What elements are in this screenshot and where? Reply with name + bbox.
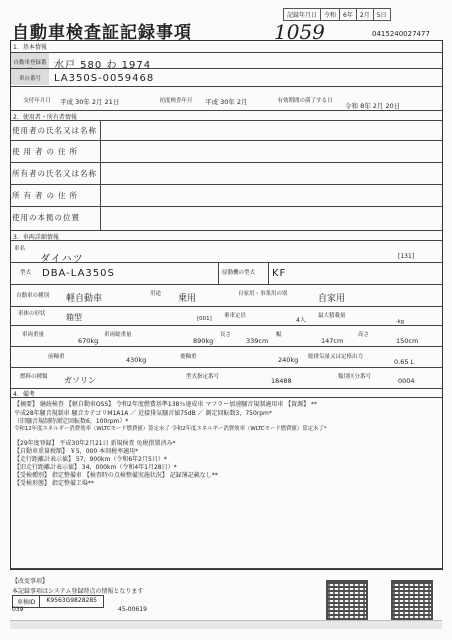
- length-value: 339cm: [246, 337, 269, 345]
- width-value: 147cm: [321, 337, 344, 345]
- stamp-era: 令和: [321, 9, 340, 20]
- maker-value: ダイハツ: [40, 254, 84, 265]
- maker-code: [131]: [398, 253, 415, 260]
- model-label: 型式: [20, 270, 32, 276]
- class-value: 自家用: [318, 294, 346, 304]
- gross-value: 890kg: [193, 337, 214, 345]
- vehicle-id-box: [12, 595, 104, 608]
- maxload-label: 最大積載量: [318, 313, 346, 319]
- remark-line: 【受検種別】 指定整備車 【検査時の点検整備実施状況】 記録簿記載なし**: [14, 472, 218, 479]
- issue-date-label: 交付年月日: [23, 98, 51, 104]
- length-label: 長さ: [220, 332, 232, 338]
- fuel-value: ガソリン: [64, 376, 96, 385]
- type-no-value: 18488: [271, 377, 292, 385]
- remark-line: 【摘要】 継続検査 【軽自動車OSS】 令和2年度燃費基準138％達成車 マフラー加速騒音規制適用車 【資源】 **: [14, 401, 318, 408]
- category-label: 類別区分番号: [338, 374, 372, 380]
- body-value: 箱型: [66, 313, 82, 322]
- first-reg-value: 平成 30年 2月: [205, 98, 248, 106]
- remark-line: 令和12年度エネルギー消費効率（WLTCモード燃費値）算定未了 令和2年度エネルギー消費効率（WLTCモード燃費値）算定未了*: [14, 426, 327, 432]
- reg-no-label: 自動車登録番: [13, 60, 47, 66]
- expiry-value: 令和 8年 2月 20日: [345, 102, 401, 110]
- section4-heading: 4．備考: [13, 391, 35, 398]
- scan-edge: [10, 620, 442, 629]
- weight-label: 車両重量: [22, 332, 45, 338]
- capacity-label: 乗車定員: [224, 313, 247, 319]
- engine-value: KF: [272, 268, 287, 279]
- remark-line: 【受検形態】 指定整備工場**: [14, 480, 94, 487]
- chassis-value: LA350S-0059468: [54, 73, 155, 84]
- stamp-year: 6年: [340, 9, 357, 20]
- body-code: [001]: [197, 316, 212, 322]
- remark-line: 【旧走行距離計表示値】 34，000km（令和4年1月28日）*: [14, 464, 177, 471]
- use-value: 乗用: [178, 294, 197, 304]
- qr-code-right-icon: [391, 580, 433, 622]
- change-label: 【改変事項】: [12, 578, 49, 585]
- stamp-day: 5日: [376, 12, 387, 19]
- qr-code-left-icon: [326, 580, 368, 622]
- capacity-value: 4人: [296, 317, 306, 324]
- divider: [10, 52, 442, 53]
- class-label: 自家用・事業用の別: [238, 291, 288, 297]
- gross-label: 車両総重量: [104, 332, 132, 338]
- use-label: 用途: [150, 291, 162, 297]
- chassis-label: 車台番号: [18, 76, 41, 82]
- engine-label: 原動機の型式: [222, 270, 256, 276]
- width-label: 幅: [276, 332, 282, 338]
- section3-heading: 3．車両詳細情報: [13, 234, 59, 241]
- owner-name-label: 所有者の氏名又は名称: [12, 169, 97, 178]
- model-value: DBA-LA350S: [42, 268, 115, 279]
- user-name-label: 使用者の氏名又は名称: [12, 126, 97, 135]
- height-label: 高さ: [358, 332, 370, 338]
- document-title: 自動車検査証記録事項: [12, 23, 192, 43]
- rear-axle-label: 後軸重: [180, 354, 197, 360]
- document-number: 0415240027477: [372, 30, 430, 38]
- base-location-label: 使用の本拠の位置: [12, 213, 80, 222]
- category-value: 0004: [398, 377, 415, 385]
- remark-line: 平成28年騒音規制車 騒音カテゴリM1A1A ／ 近接排気騒音値75dB ／ 測定回転数3，750rpm*: [14, 410, 272, 417]
- expiry-label: 有効期間の満了する日: [277, 98, 333, 104]
- remark-line: 【自動車重量税額】 ￥5，000 本則税率適用*: [14, 448, 139, 455]
- rear-axle-value: 240kg: [278, 356, 299, 364]
- maxload-value: -kg: [396, 319, 404, 325]
- maker-label: 車名: [14, 246, 26, 252]
- type-no-label: 型式指定番号: [186, 374, 220, 380]
- remark-line: 【走行距離計表示値】 57，900km（令和6年2月5日）*: [14, 456, 167, 463]
- user-address-label: 使用者の住所: [12, 147, 81, 156]
- stamp-label: 記録年月日: [284, 9, 321, 20]
- displacement-value: 0.65 L: [394, 358, 415, 366]
- vehicle-id-label: 車検ID: [13, 596, 40, 607]
- displacement-label: 総排気量又は定格出力: [308, 354, 364, 360]
- remark-line: 【29年度登録】 平成30年2月21日 新規検査 免税措置済み*: [14, 440, 176, 447]
- kind-value: 軽自動車: [66, 294, 103, 304]
- vehicle-id-value: K9563G9828285: [46, 597, 97, 604]
- first-reg-label: 初度検査年月: [159, 98, 193, 104]
- stamp-month: 2月: [357, 9, 374, 20]
- handwritten-number: 1059: [274, 20, 325, 44]
- remark-line: （旧騒音規制時測定回転数6，100rpm）*: [14, 418, 129, 425]
- system-note: 本記録事項はシステム登録時点の情報となります: [12, 588, 144, 595]
- body-label: 車体の形状: [18, 311, 46, 317]
- fuel-label: 燃料の種類: [20, 374, 48, 380]
- reg-no-value: 水戸 580 わ 1974: [54, 60, 152, 71]
- kind-label: 自動車の種別: [16, 293, 50, 299]
- section2-heading: 2．使用者・所有者情報: [13, 114, 77, 121]
- front-axle-value: 430kg: [126, 356, 147, 364]
- weight-value: 670kg: [78, 337, 99, 345]
- front-axle-label: 前軸重: [48, 354, 65, 360]
- footer-code-mid: 45-00619: [118, 606, 147, 613]
- section1-heading: 1．基本情報: [13, 44, 47, 51]
- footer-code-left: 039: [12, 606, 24, 613]
- issue-date-value: 平成 30年 2月 21日: [60, 98, 120, 106]
- height-value: 150cm: [396, 337, 419, 345]
- owner-address-label: 所有者の住所: [12, 191, 81, 200]
